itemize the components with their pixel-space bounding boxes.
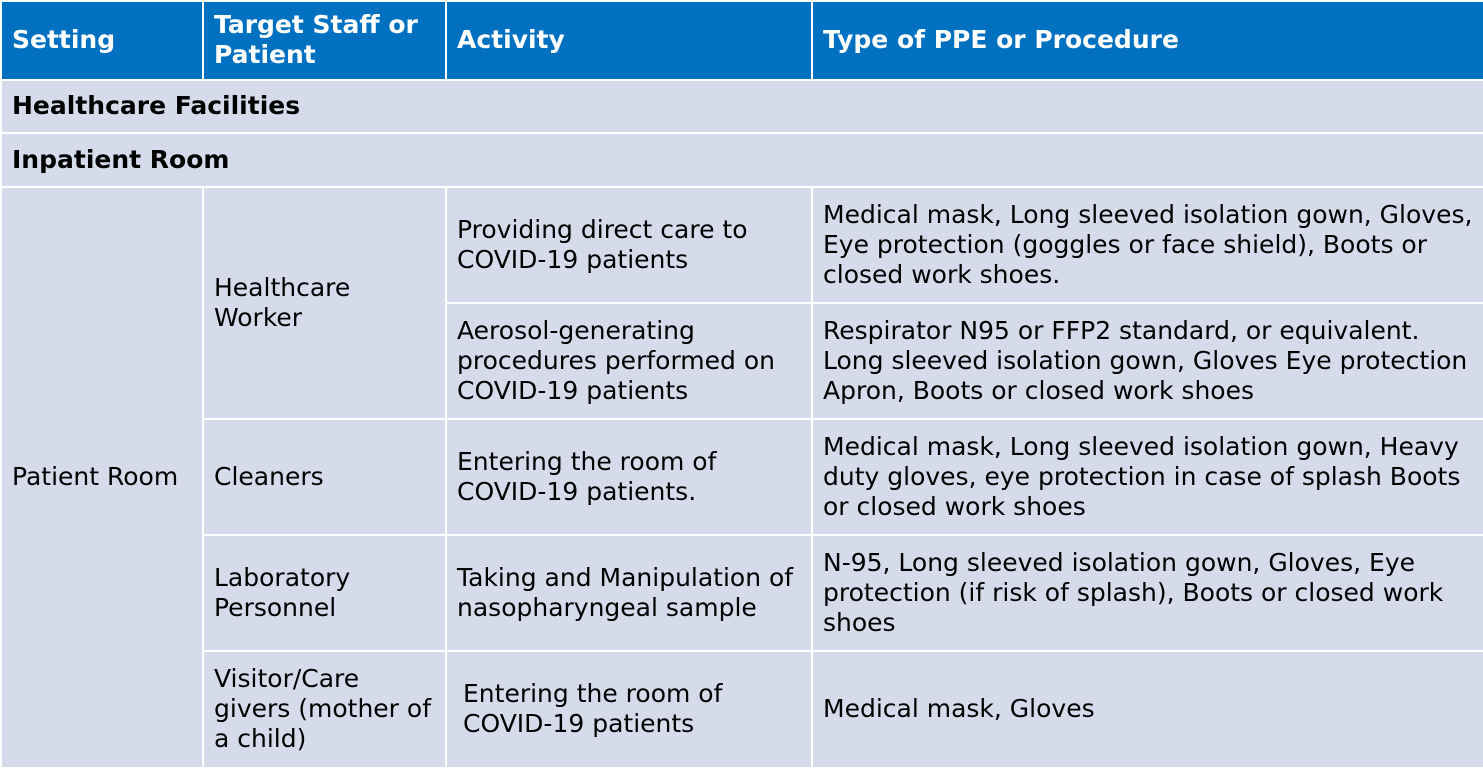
table-row (1, 187, 1483, 303)
target-cell: Laboratory Personnel (203, 535, 446, 651)
target-cell: Visitor/Care givers (mother of a child) (203, 651, 446, 768)
activity-cell: Aerosol-generating procedures performed on COVID-19 patients (446, 303, 812, 419)
header-ppe: Type of PPE or Procedure (812, 1, 1483, 80)
header-activity: Activity (446, 1, 812, 80)
ppe-cell: Medical mask, Gloves (812, 651, 1483, 768)
header-target: Target Staff or Patient (203, 1, 446, 80)
section-row-healthcare-facilities (1, 80, 1483, 133)
target-cell: Cleaners (203, 419, 446, 535)
setting-cell: Patient Room (1, 187, 203, 768)
activity-cell: Entering the room of COVID-19 patients. (446, 419, 812, 535)
ppe-cell: N-95, Long sleeved isolation gown, Gloves, Eye protection (if risk of splash), Boots or closed work shoes (812, 535, 1483, 651)
table-row (1, 651, 1483, 768)
section-title-inpatient-room: Inpatient Room (1, 133, 1483, 186)
target-cell: Healthcare Worker (203, 187, 446, 419)
header-setting: Setting (1, 1, 203, 80)
ppe-cell: Medical mask, Long sleeved isolation gown, Gloves, Eye protection (goggles or face shield), Boots or closed work shoes. (812, 187, 1483, 303)
ppe-cell: Respirator N95 or FFP2 standard, or equivalent. Long sleeved isolation gown, Gloves Eye protection Apron, Boots or closed work shoes (812, 303, 1483, 419)
table-header-row (1, 1, 1483, 80)
section-row-inpatient-room (1, 133, 1483, 186)
ppe-cell: Medical mask, Long sleeved isolation gown, Heavy duty gloves, eye protection in case of splash Boots or closed work shoes (812, 419, 1483, 535)
activity-cell: Entering the room of COVID-19 patients (446, 651, 812, 768)
activity-cell: Taking and Manipulation of nasopharyngeal sample (446, 535, 812, 651)
table-row (1, 535, 1483, 651)
table-row (1, 419, 1483, 535)
activity-cell: Providing direct care to COVID-19 patients (446, 187, 812, 303)
section-title-healthcare-facilities: Healthcare Facilities (1, 80, 1483, 133)
